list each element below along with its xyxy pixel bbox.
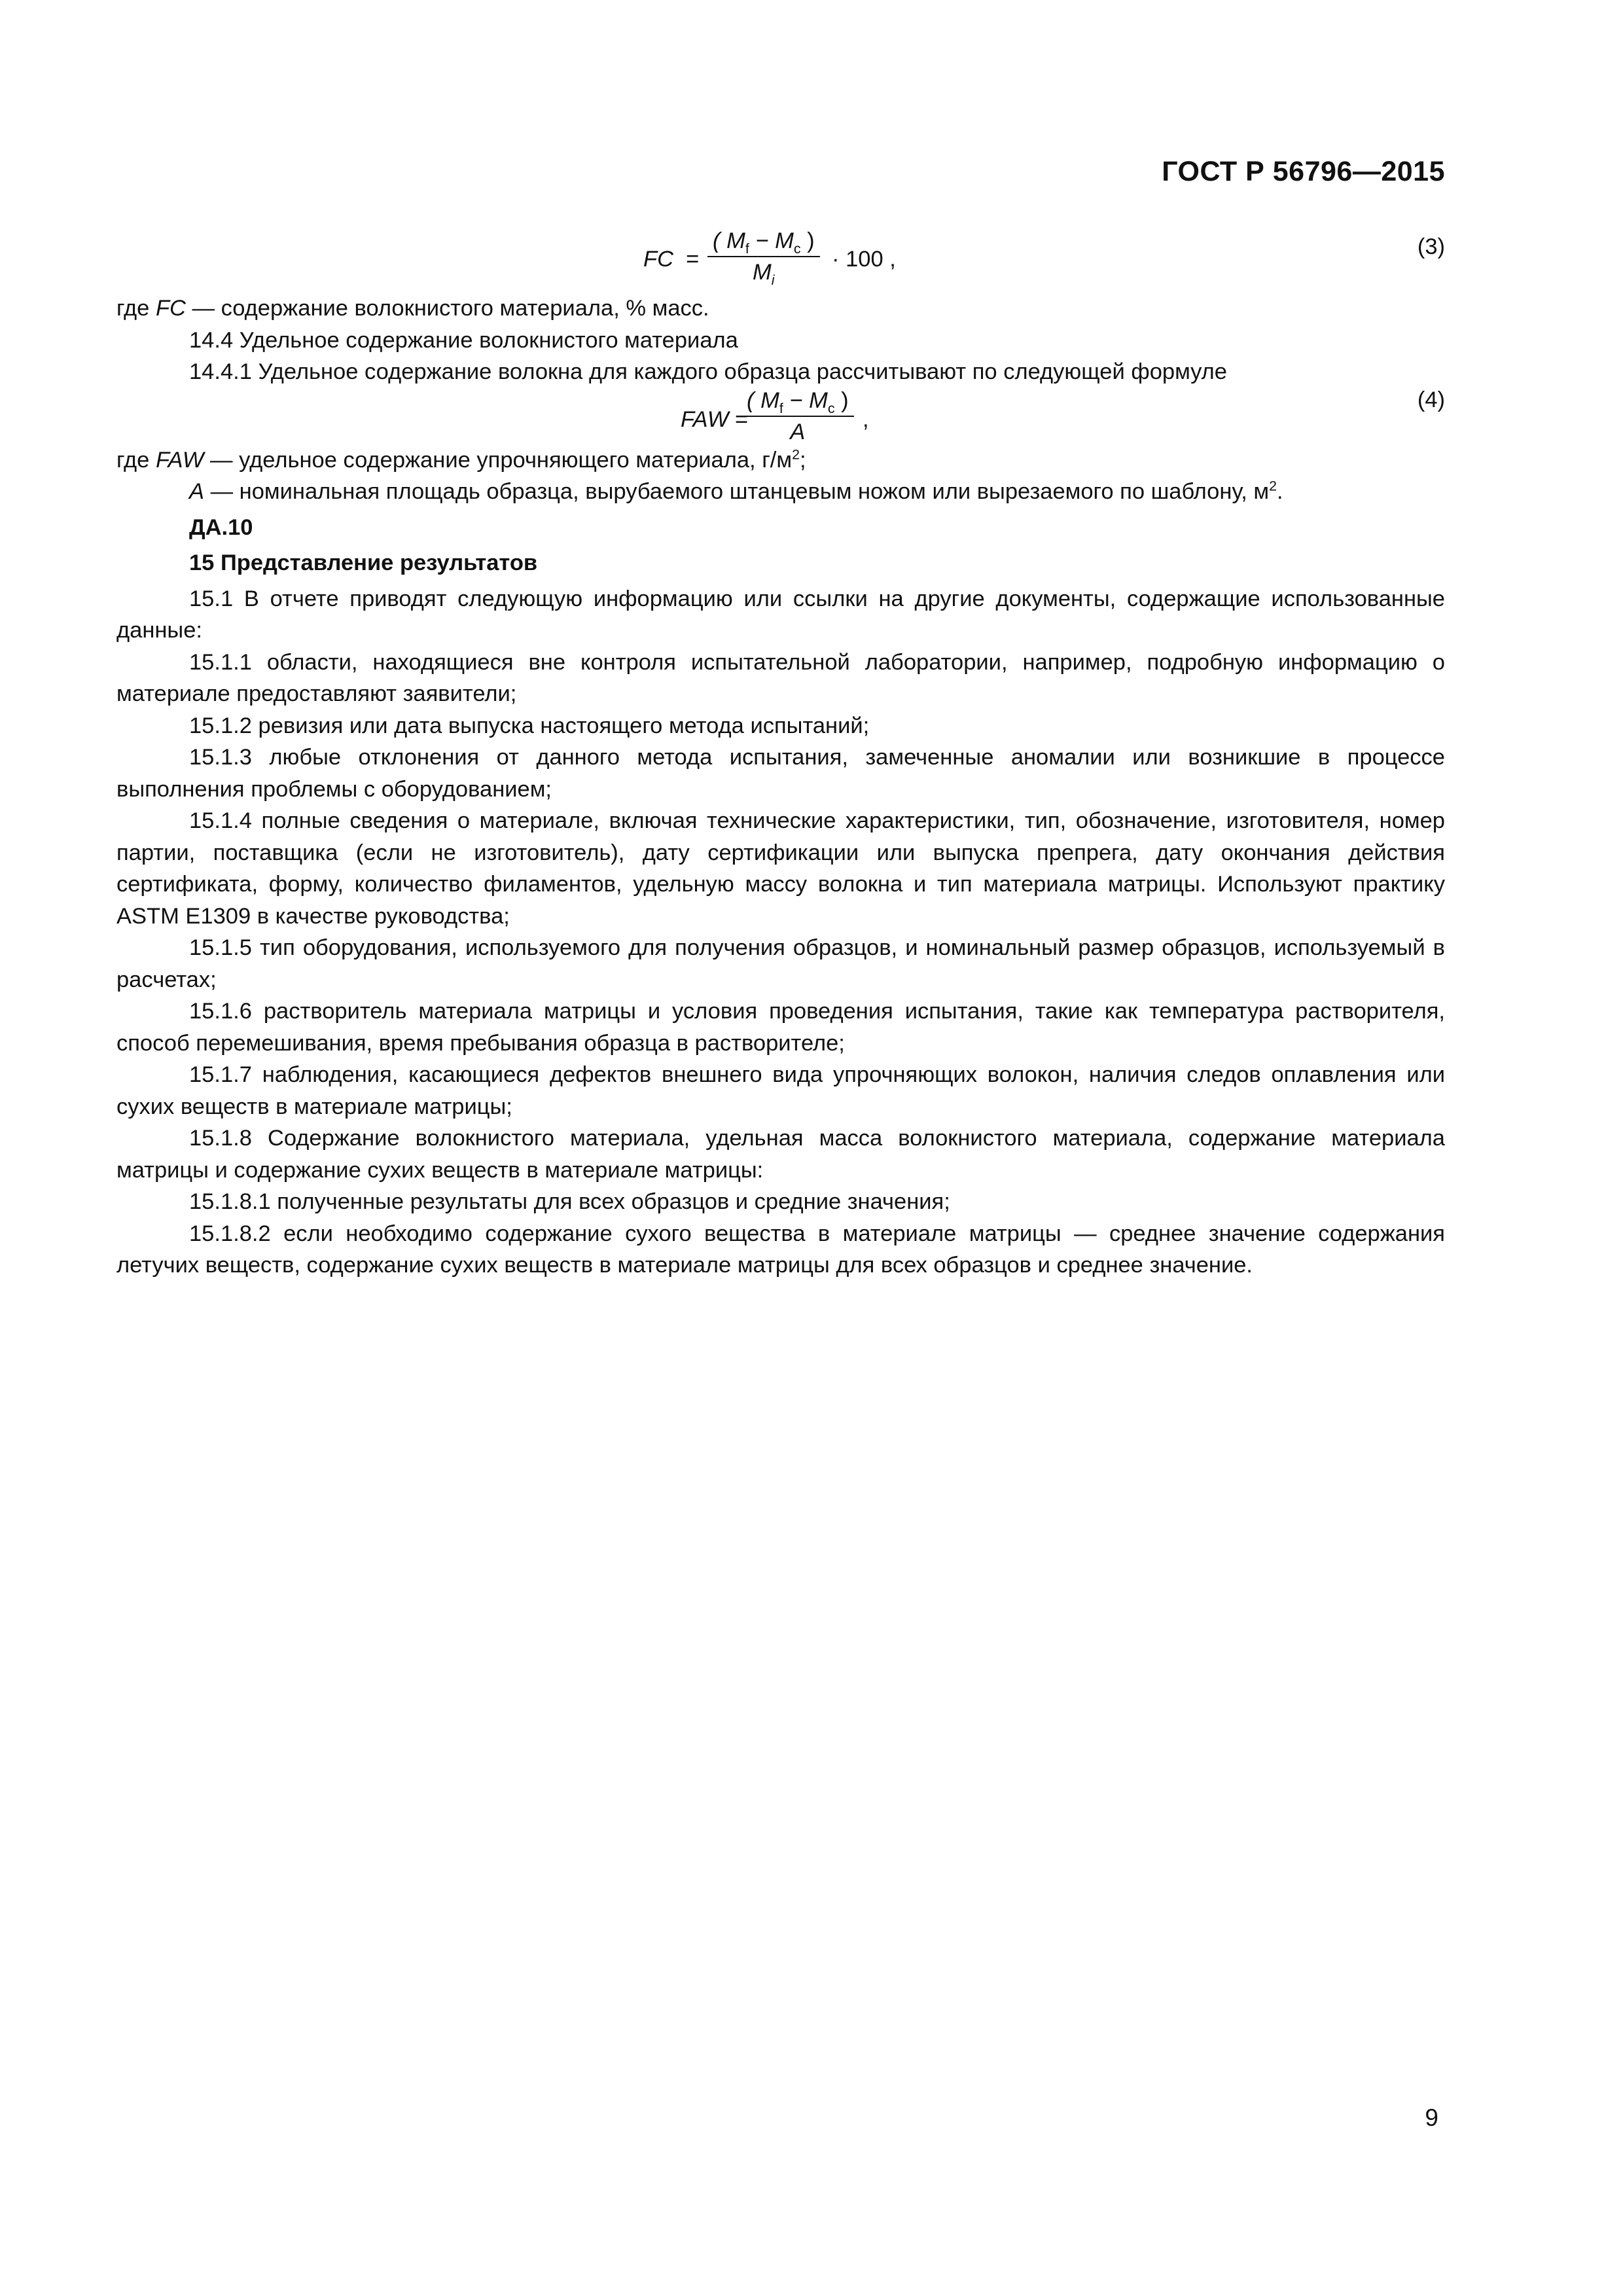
annex-heading: ДА.10 [189,514,253,540]
clause-15-1-1: 15.1.1 области, находящиеся вне контроля испытательной лаборатории, например, подробную информацию о материале предоставляют заявители; [116,649,1445,706]
clause-15-1: 15.1 В отчете приводят следующую информацию или ссылки на другие документы, содержащие использованные данные: [116,586,1445,643]
formula-4-numerator: ( $M_f - M_c$ ) [741,386,854,417]
formula-3-numerator: ( $M_f - M_c$ ) [707,226,820,257]
formula-4-tail: , [863,406,869,432]
page-content [116,226,1445,1282]
formula-4 [116,388,1445,444]
clause-15-1-8-2: 15.1.8.2 если необходимо содержание сухого вещества в материале матрицы — среднее значение содержания летучих веществ, содержание сухих веществ в материале матрицы для всех образцов и среднее значение. [116,1221,1445,1278]
formula-4-lhs: FAW = [681,406,749,432]
document-id-header: ГОСТ Р 56796—2015 [1162,156,1445,187]
formula-3-fraction [707,226,820,287]
clause-15-1-2: 15.1.2 ревизия или дата выпуска настоящего метода испытаний; [189,713,870,738]
formula-4-number: (4) [1417,387,1445,412]
formula-3-denominator: $M_i$ [753,260,775,288]
formula-3-tail: · 100 , [832,247,896,272]
clause-15-1-5: 15.1.5 тип оборудования, используемого для получения образцов, и номинальный размер образцов, используемый в расчетах; [116,935,1445,992]
formula-4-fraction [741,386,854,447]
clause-15-1-7: 15.1.7 наблюдения, касающиеся дефектов внешнего вида упрочняющих волокон, наличия следов оплавления или сухих веществ в материале матрицы; [116,1062,1445,1119]
a-definition: A — номинальная площадь образца, вырубаемого штанцевым ножом или вырезаемого по шаблону, $м^2$. [189,478,1283,504]
page-number: 9 [1425,2104,1438,2131]
clause-15-1-6: 15.1.6 растворитель материала матрицы и условия проведения испытания, такие как температура растворителя, способ перемешивания, время пребывания образца в растворителе; [116,999,1445,1056]
faw-definition: где FAW — удельное содержание упрочняющего материала, $г/м^2$; [116,446,806,473]
fc-definition: где FC — содержание волокнистого материала, % масс. [116,296,709,321]
formula-4-denominator: A [790,419,806,444]
clause-15-1-4: 15.1.4 полные сведения о материале, включая технические характеристики, тип, обозначение, изготовителя, номер партии, поставщика (если не изготовитель), дату сертификации или выпуска препрега, дату окончания действия сертификата, форму, количество филаментов, удельную массу волокна и тип материала матрицы. Используют практику ASTM E1309 в качестве руководства; [116,808,1445,929]
formula-3 [116,226,1445,293]
clause-14-4-1: 14.4.1 Удельное содержание волокна для каждого образца рассчитывают по следующей формуле [189,359,1227,384]
formula-3-number: (3) [1417,234,1445,259]
formula-3-lhs: FC = [643,247,700,272]
clause-15-1-3: 15.1.3 любые отклонения от данного метода испытания, замеченные аномалии или возникшие в процессе выполнения проблемы с оборудованием; [116,745,1445,802]
clause-14-4: 14.4 Удельное содержание волокнистого материала [189,327,738,353]
clause-15-1-8: 15.1.8 Содержание волокнистого материала, удельная масса волокнистого материала, содержание материала матрицы и содержание сухих веществ в материале матрицы: [116,1126,1445,1183]
section-heading: 15 Представление результатов [189,550,538,575]
clause-15-1-8-1: 15.1.8.1 полученные результаты для всех образцов и средние значения; [189,1189,950,1214]
